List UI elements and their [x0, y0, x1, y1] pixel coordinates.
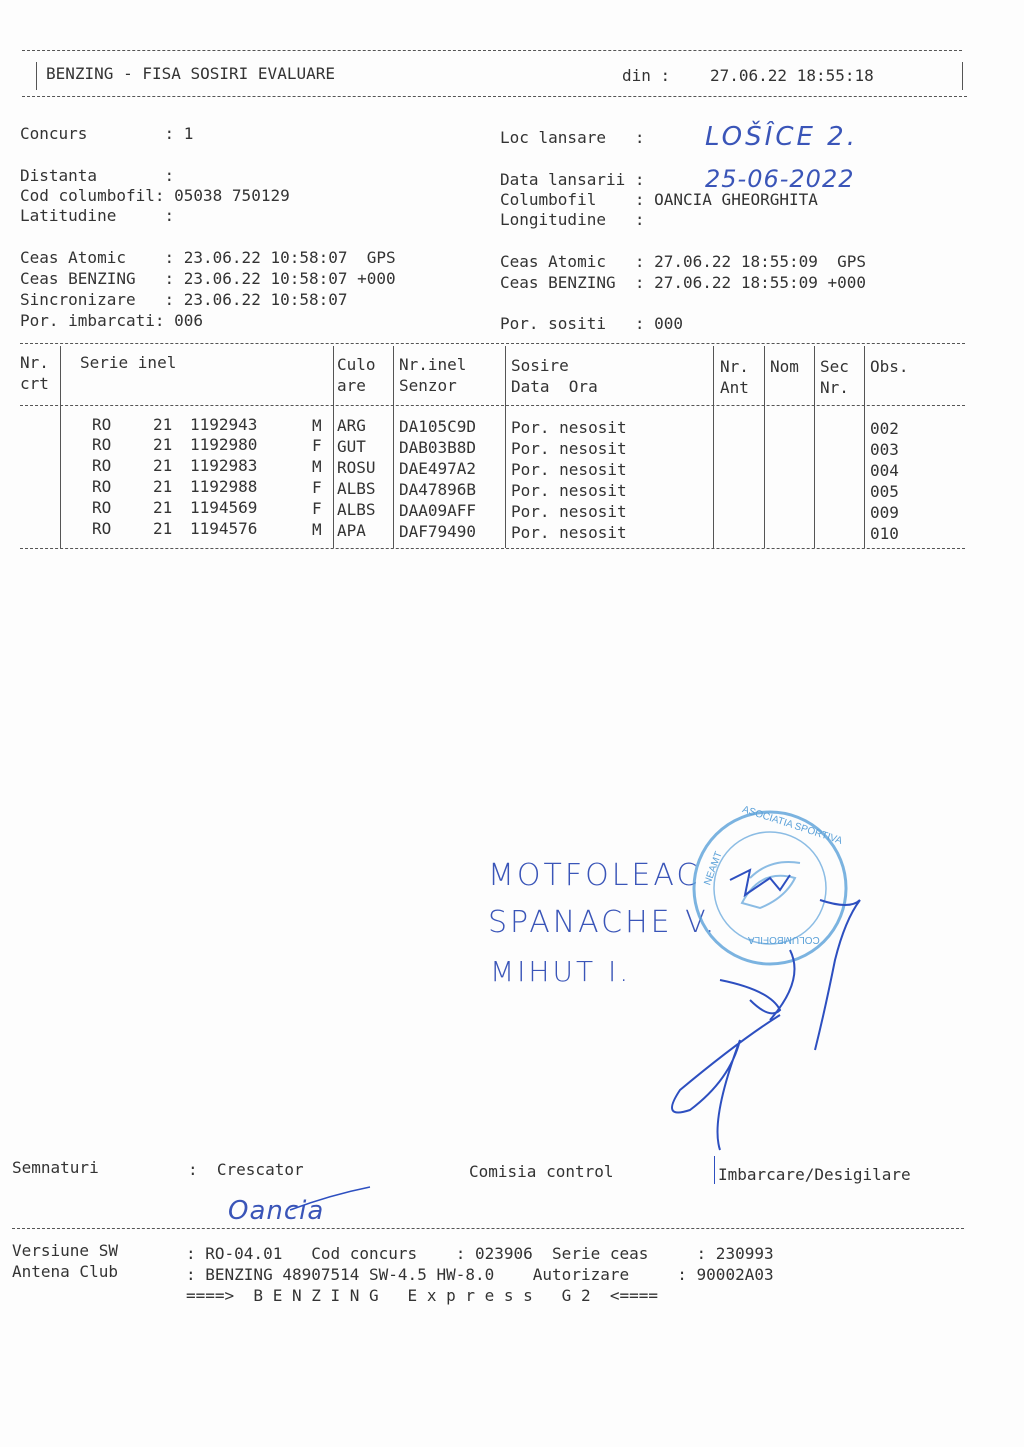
arrival-cell: Por. nesosit	[511, 481, 627, 500]
header-nom: Nom	[770, 357, 799, 376]
footer-line-2: : BENZING 48907514 SW-4.5 HW-8.0 Autorizare : 90002A03	[186, 1265, 774, 1284]
color-cell: ROSU	[337, 458, 376, 477]
ceas-atomic-left: Ceas Atomic : 23.06.22 10:58:07 GPS	[20, 248, 396, 267]
ring-number: 1192983	[190, 456, 258, 475]
latitudine-field: Latitudine :	[20, 206, 175, 225]
header-bottom-rule	[22, 96, 967, 97]
commission-signatures	[620, 840, 1020, 1160]
imbarcare-bracket	[714, 1156, 715, 1184]
header-right-border	[962, 62, 963, 90]
obs-cell: 002	[870, 419, 899, 438]
col-divider-3	[393, 346, 394, 548]
ring-sex: F	[312, 499, 322, 518]
ring-number: 1192943	[190, 415, 258, 434]
footer-top-rule	[12, 1228, 964, 1229]
sensor-cell: DAF79490	[399, 522, 477, 541]
concurs-field: Concurs : 1	[20, 124, 194, 143]
ring-sex: F	[312, 436, 322, 455]
ring-year: 21	[153, 435, 173, 454]
color-cell: APA	[337, 521, 366, 540]
footer-line-1: : RO-04.01 Cod concurs : 023906 Serie ceas : 230993	[186, 1244, 774, 1263]
obs-cell: 004	[870, 461, 899, 480]
ring-number: 1192980	[190, 435, 258, 454]
print-date-label: din :	[622, 66, 671, 85]
commission-name-1: MOTFOLEAC	[488, 858, 701, 893]
arrival-cell: Por. nesosit	[511, 439, 627, 458]
sensor-cell: DAB03B8D	[399, 438, 477, 457]
ring-number: 1194576	[190, 519, 258, 538]
sensor-cell: DAE497A2	[399, 459, 477, 478]
table-top-rule	[20, 343, 965, 344]
ring-year: 21	[153, 415, 173, 434]
ceas-benzing-right: Ceas BENZING : 27.06.22 18:55:09 +000	[500, 273, 867, 292]
crescator-signature: Oancia	[228, 1196, 325, 1226]
footer-benzing-express: ====> B E N Z I N G E x p r e s s G 2 <====	[186, 1286, 659, 1305]
crescator-signature-flourish	[230, 1185, 390, 1225]
ring-number: 1192988	[190, 477, 258, 496]
print-date-value: 27.06.22 18:55:18	[710, 66, 874, 85]
ring-country: RO	[92, 519, 112, 538]
header-culoare-1: Culo	[337, 355, 376, 374]
arrival-cell: Por. nesosit	[511, 418, 627, 437]
data-lansarii-field: Data lansarii :	[500, 170, 645, 189]
antena-club-label: Antena Club	[12, 1262, 118, 1281]
sensor-cell: DAA09AFF	[399, 501, 477, 520]
arrival-cell: Por. nesosit	[511, 460, 627, 479]
header-senzor-2: Senzor	[399, 376, 457, 395]
commission-name-2: SPANACHE V.	[488, 905, 718, 940]
obs-cell: 009	[870, 503, 899, 522]
ring-sex: M	[312, 520, 322, 539]
por-sositi: Por. sositi : 000	[500, 314, 684, 333]
semnaturi-label: Semnaturi	[12, 1158, 99, 1177]
ring-sex: M	[312, 416, 322, 435]
ring-country: RO	[92, 415, 112, 434]
imbarcare-desigilare-label: Imbarcare/Desigilare	[718, 1165, 911, 1184]
loc-lansare-field: Loc lansare :	[500, 128, 645, 147]
header-top-rule	[22, 50, 962, 51]
header-culoare-2: are	[337, 376, 366, 395]
ring-country: RO	[92, 435, 112, 454]
header-nr: Nr.	[20, 353, 49, 372]
col-divider-8	[864, 346, 865, 548]
header-senzor-1: Nr.inel	[399, 355, 467, 374]
ring-country: RO	[92, 477, 112, 496]
header-sosire-1: Sosire	[511, 356, 569, 375]
table-header-rule	[20, 405, 965, 406]
commission-name-3: MIHUT I.	[490, 955, 632, 988]
col-divider-5	[713, 346, 714, 548]
ring-year: 21	[153, 498, 173, 517]
ring-year: 21	[153, 477, 173, 496]
header-sec-2: Nr.	[820, 378, 849, 397]
stamp-left-text: NEAMT	[702, 850, 725, 887]
ring-country: RO	[92, 498, 112, 517]
sensor-cell: DA47896B	[399, 480, 477, 499]
versiune-sw-label: Versiune SW	[12, 1241, 118, 1260]
stamp-top-text: ASOCIATIA SPORTIVA	[740, 804, 844, 847]
color-cell: ALBS	[337, 500, 376, 519]
ring-number: 1194569	[190, 498, 258, 517]
col-divider-1	[60, 346, 61, 548]
data-lansarii-handwritten: 25-06-2022	[705, 165, 855, 193]
obs-cell: 005	[870, 482, 899, 501]
color-cell: ALBS	[337, 479, 376, 498]
ring-country: RO	[92, 456, 112, 475]
header-sosire-2: Data Ora	[511, 377, 598, 396]
col-divider-6	[764, 346, 765, 548]
col-divider-7	[814, 346, 815, 548]
header-nr-ant-1: Nr.	[720, 357, 749, 376]
ring-year: 21	[153, 519, 173, 538]
columbofil-field: Columbofil : OANCIA GHEORGHITA	[500, 190, 818, 209]
ceas-benzing-left: Ceas BENZING : 23.06.22 10:58:07 +000	[20, 269, 396, 288]
document-title: BENZING - FISA SOSIRI EVALUARE	[46, 64, 335, 83]
arrival-cell: Por. nesosit	[511, 502, 627, 521]
distanta-field: Distanta :	[20, 166, 175, 185]
header-nr-ant-2: Ant	[720, 378, 749, 397]
col-divider-4	[505, 346, 506, 548]
obs-cell: 010	[870, 524, 899, 543]
sensor-cell: DA105C9D	[399, 417, 477, 436]
ring-sex: M	[312, 457, 322, 476]
stamp-bottom-text: COLUMBOFILA	[748, 934, 820, 945]
col-divider-2	[333, 346, 334, 548]
por-imbarcati: Por. imbarcati: 006	[20, 311, 204, 330]
cod-columbofil-field: Cod columbofil: 05038 750129	[20, 186, 290, 205]
color-cell: ARG	[337, 416, 366, 435]
comisia-control-label: Comisia control	[469, 1162, 614, 1181]
color-cell: GUT	[337, 437, 366, 456]
crescator-label: : Crescator	[188, 1160, 304, 1179]
header-crt: crt	[20, 374, 49, 393]
table-bottom-rule	[20, 548, 965, 549]
loc-lansare-handwritten: LOŠÎCE 2.	[705, 122, 858, 152]
ring-sex: F	[312, 478, 322, 497]
ceas-atomic-right: Ceas Atomic : 27.06.22 18:55:09 GPS	[500, 252, 867, 271]
arrival-cell: Por. nesosit	[511, 523, 627, 542]
sincronizare-left: Sincronizare : 23.06.22 10:58:07	[20, 290, 348, 309]
obs-cell: 003	[870, 440, 899, 459]
header-sec-1: Sec	[820, 357, 849, 376]
ring-year: 21	[153, 456, 173, 475]
header-obs: Obs.	[870, 357, 909, 376]
header-left-border	[36, 62, 37, 90]
header-serie-inel: Serie inel	[80, 353, 177, 372]
longitudine-field: Longitudine :	[500, 210, 645, 229]
